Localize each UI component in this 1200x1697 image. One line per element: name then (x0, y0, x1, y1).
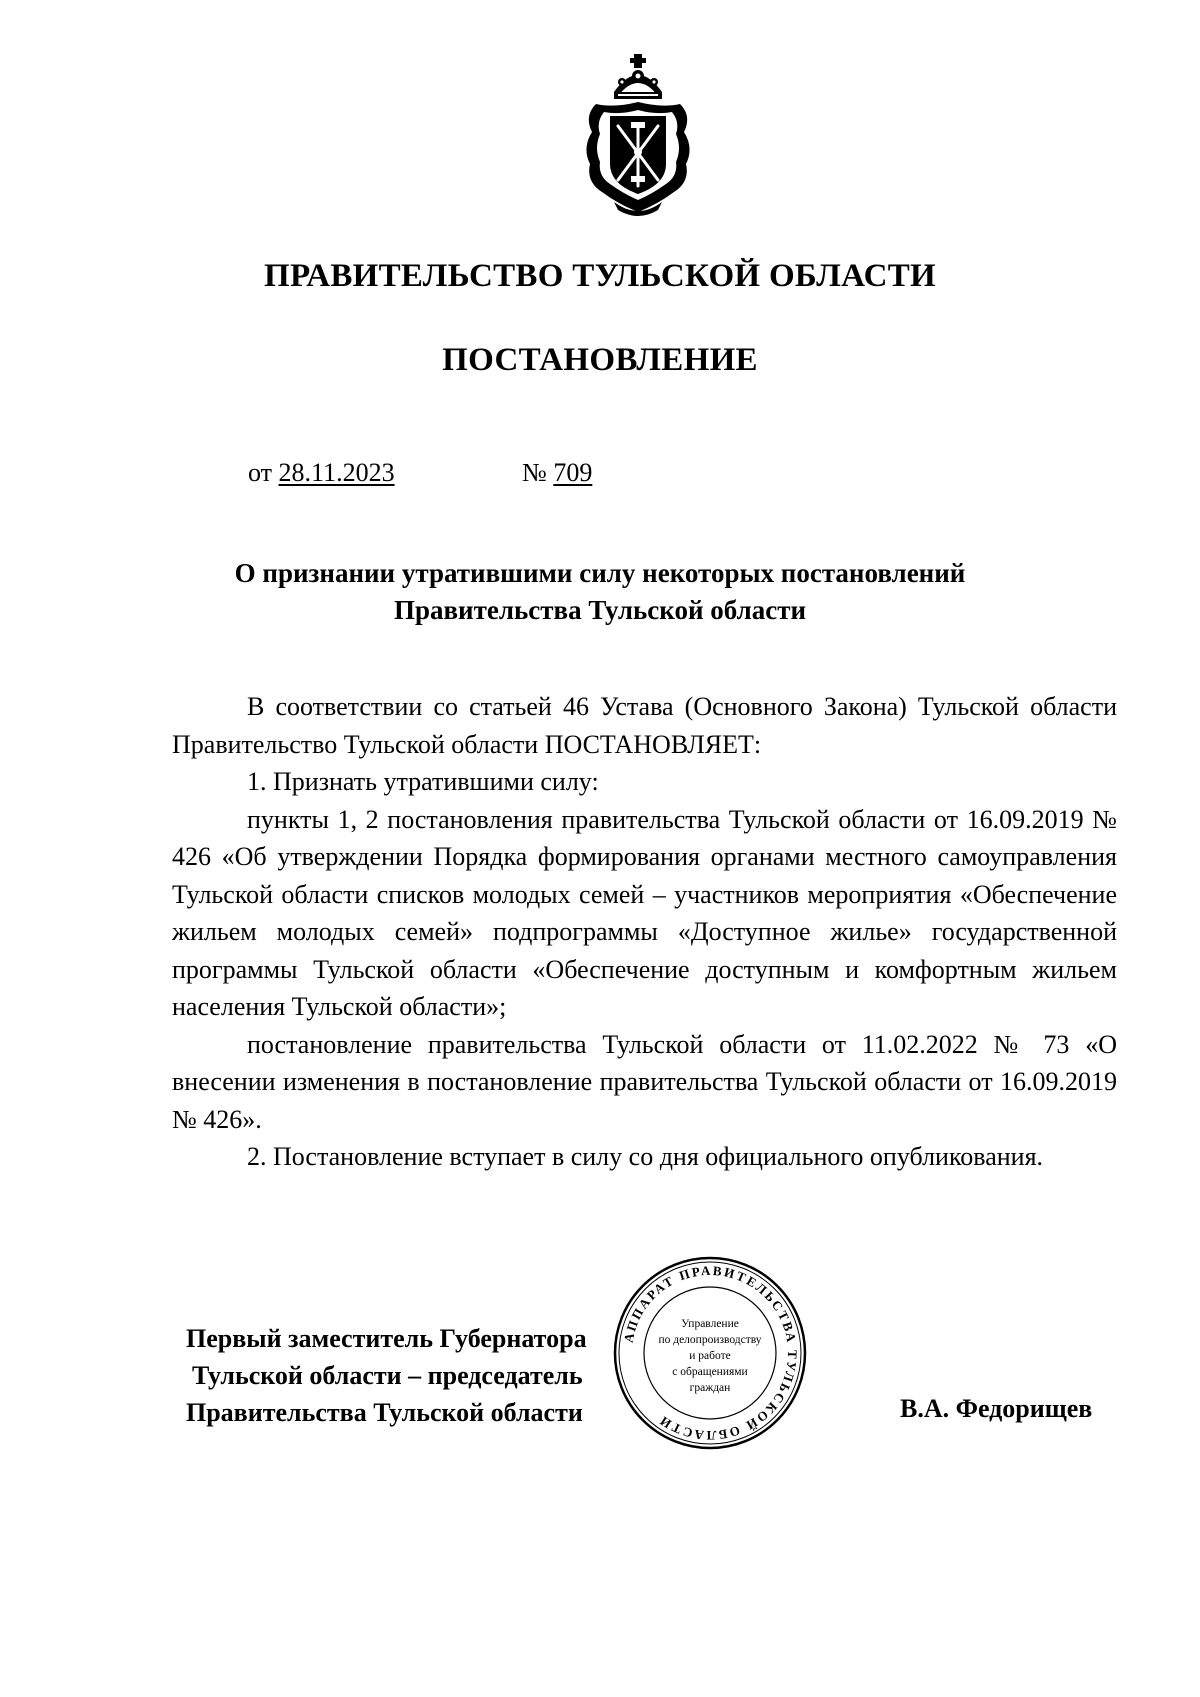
date-value: 28.11.2023 (278, 458, 395, 487)
stamp-ring-text: АППАРАТ ПРАВИТЕЛЬСТВА ТУЛЬСКОЙ ОБЛАСТИ (620, 1262, 801, 1444)
position-line-1: Первый заместитель Губернатора (186, 1324, 587, 1353)
official-stamp (612, 1255, 808, 1451)
signatory-name: В.А. Федорищев (900, 1394, 1093, 1423)
title-line-2: Правительства Тульской области (393, 595, 807, 625)
document-body (172, 688, 1117, 1176)
position-line-3: Правительства Тульской области (186, 1398, 583, 1427)
paragraph-preamble: В соответствии со статьей 46 Устава (Основного Закона) Тульской области Правительство Тульской области ПОСТАНОВЛЯЕТ: (172, 692, 1117, 759)
date-prefix: от (248, 458, 273, 487)
stamp-line-5: граждан (689, 1382, 731, 1394)
number-value: 709 (553, 458, 593, 487)
stamp-line-3: и работе (689, 1350, 731, 1362)
stamp-line-2: по делопроизводству (658, 1334, 762, 1346)
coat-of-arms-icon (578, 52, 698, 220)
position-line-2: Тульской области – председатель (192, 1361, 583, 1390)
document-title (150, 555, 1050, 629)
document-type: ПОСТАНОВЛЕНИЕ (442, 342, 758, 378)
paragraph-item-1: 1. Признать утратившими силу: (247, 767, 599, 796)
paragraph-item-2: 2. Постановление вступает в силу со дня официального опубликования. (247, 1142, 1044, 1171)
title-line-1: О признании утратившими силу некоторых постановлений (234, 558, 966, 588)
signatory-position (186, 1320, 587, 1431)
paragraph-repealed-decree: постановление правительства Тульской области от 11.02.2022 № 73 «О внесении изменения в постановление правительства Тульской области от 16.09.2019 № 426». (172, 1029, 1117, 1134)
paragraph-repealed-points: пункты 1, 2 постановления правительства Тульской области от 16.09.2019 № 426 «Об утверждении Порядка формирования органами местного самоуправления Тульской области списков молодых семей – участников мероприятия «Обеспечение жильем молодых семей» подпрограммы «Доступное жилье» государственной программы Тульской области «Обеспечение доступным и комфортным жильем населения Тульской области»; (172, 804, 1117, 1021)
document-number (522, 458, 592, 488)
document-date (248, 458, 395, 488)
stamp-line-1: Управление (681, 1318, 739, 1330)
number-prefix: № (522, 458, 547, 487)
stamp-line-4: с обращениями (672, 1366, 748, 1378)
government-name: ПРАВИТЕЛЬСТВО ТУЛЬСКОЙ ОБЛАСТИ (264, 258, 936, 294)
